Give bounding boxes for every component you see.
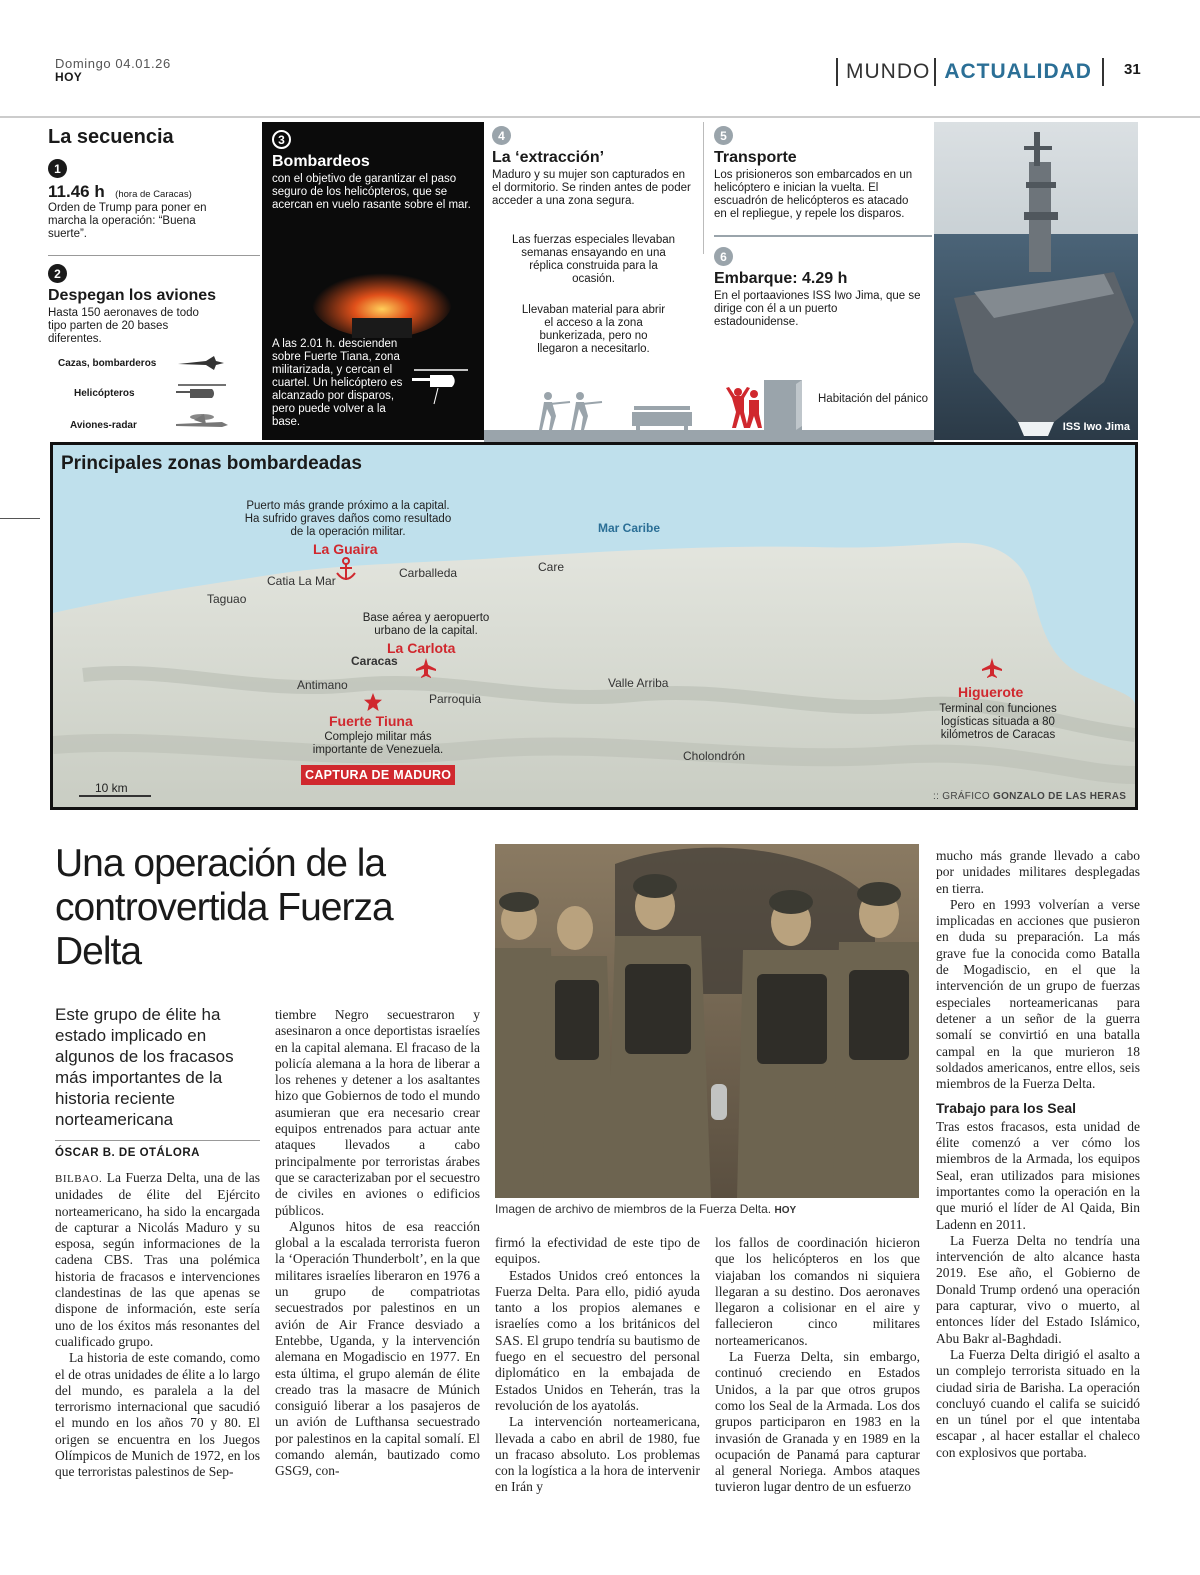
article-column-2 [275,1007,480,1480]
section-divider [1102,58,1104,86]
article-column-5 [936,848,1140,1461]
higuerote-label: Higuerote [958,684,1024,700]
article-column-1: BILBAO. La Fuerza Delta, una de las unidades de élite del Ejército norteamericano, ha sido la encargada de capturar a Nicolás Maduro y su esposa, según informaciones de la cadena CBS. Tras una polémica historia de fracasos e intervenciones clandestinas de las que apenas se dispone de información, este sería uno de los éxitos más resonantes del cualificado grupo. La historia de este comando, como el de otras unidades de élite a lo largo del mundo, es paralela a la del terrorismo internacional que sacudió el mundo en los años 70 y 80. El origen se encuentra en los Juegos Olímpicos de Munich de 1972, en los que terroristas palestinos de Sep- [55,1170,260,1480]
step-divider [48,255,260,256]
article-title: Una operación de la controvertida Fuerza Delta [55,842,393,973]
bed-icon [632,406,692,430]
paragraph: La intervención norteamericana, llevada a cabo en abril de 1980, fue un fracaso absoluto. Los problemas con la logística a la hora de intervenir en Irán y [495,1414,700,1495]
step-5-number: 5 [714,126,733,145]
aircraft-list [48,354,260,440]
svg-text:Habitación del pánico: Habitación del pánico [818,393,928,405]
step-divider [714,235,932,237]
map-title: Principales zonas bombardeadas [61,453,362,474]
place-taguao: Taguao [207,592,247,606]
page-number: 31 [1124,61,1141,78]
place-catia-la-mar: Catia La Mar [267,574,336,588]
step-4-note-2: Llevaban material para abrir el acceso a la zona bunkerizada, pero no llegaron a necesitarlo. [521,304,666,355]
paragraph: Estados Unidos creó entonces la Fuerza Delta. Para ello, pidió ayuda tanto a los propios alemanes e israelíes como a los británicos del SAS. El grupo tendría su bautismo de fuego en el secuestro del personal diplomático en la embajada de Estados Unidos en Teherán, tras la revolución de los ayatolás. [495,1267,700,1413]
star-icon [364,693,382,711]
paragraph: La historia de este comando, como el de otras unidades de élite a lo largo del mundo, es paralela a la del terrorismo internacional que sacudió el mundo en los años 70 y 80. El origen se encuentra en los Juegos Olímpicos de Munich de 1972, en los que terroristas palestinos de Sep- [55,1350,260,1480]
place-care: Care [538,560,565,574]
aircraft-carrier-image [934,122,1138,440]
la-guaira-note: Puerto más grande próximo a la capital. Ha sufrido graves daños como resultado de la operación militar. [244,500,452,538]
place-valle-arriba: Valle Arriba [608,676,669,690]
paragraph: mucho más grande llevado a cabo por unidades militares desplegadas en tierra. [936,848,1140,896]
step-3-title: Bombardeos [272,153,370,170]
step-4-title: La ‘extracción’ [492,149,605,166]
step-5-title: Transporte [714,149,797,166]
anchor-icon [335,557,357,583]
fighter-jet-icon [176,354,226,372]
aircraft-label-radar: Aviones-radar [70,420,137,431]
paragraph: La Fuerza Delta, sin embargo, continuó creciendo en Estados Unidos, a la par que otros grupos como los Seal de la Armada. Los dos grupos participaron en 1983 en la invasión de Granada y en 1989 en la ocupación de Panamá para capturar al general Noriega. Ambos ataques tuvieron lugar dentro de un esfuerzo [715,1349,920,1495]
airplane-icon [981,657,1003,679]
fuerte-tiuna-label: Fuerte Tiuna [329,713,413,729]
explosion-image [302,240,462,340]
step-6-title: Embarque: 4.29 h [714,270,848,287]
step-1-number: 1 [48,159,67,178]
place-caracas: Caracas [351,654,398,668]
helicopter-icon [174,382,230,400]
crosshead: Trabajo para los Seal [936,1100,1077,1117]
prisoners-icon [726,387,762,428]
paragraph: firmó la efectividad de este tipo de equipos. [495,1235,700,1267]
scale-bar [79,795,151,797]
scale-label: 10 km [95,781,128,795]
place-cholondron: Cholondrón [683,749,746,763]
step-4-note-1: Las fuerzas especiales llevaban semanas ensayando en una réplica construida para la ocasión. [511,234,676,285]
step-3-text-2: A las 2.01 h. descienden sobre Fuerte Tiana, zona militarizada, y cercan el cuartel. Un helicóptero es alcanzado por disparos, pero puede volver a la base. [272,338,403,428]
place-parroquia: Parroquia [429,692,482,706]
higuerote-note: Terminal con funciones logísticas situada a 80 kilómetros de Caracas [939,703,1057,741]
step-6-number: 6 [714,247,733,266]
section-name: MUNDO [846,60,931,83]
step-4-number: 4 [492,126,511,145]
graphic-title: La secuencia [48,126,174,148]
sequence-column-transport [704,122,932,333]
sea-label: Mar Caribe [598,521,661,535]
map-canvas [53,445,1135,807]
step-2-title: Despegan los aviones [48,287,217,304]
ship-photo [934,122,1138,440]
photo-caption: Imagen de archivo de miembros de la Fuerza Delta. HOY [495,1202,797,1216]
header-rule [0,116,1200,118]
article-column-3 [495,1235,700,1496]
sequence-column-bombing [262,122,484,440]
soldiers-image [495,844,919,1198]
paragraph: La Fuerza Delta dirigió el asalto a un complejo terrorista situado en la ciudad siria de Barisha. La operación concluyó cuando el califa se suicidó en un túnel por el que intentaba escapar , al hacer estallar el chaleco con explosivos que portaba. [936,1346,1140,1460]
paragraph: Algunos hitos de esa reacción global a la escalada terrorista fueron la ‘Operación Thunderbolt’, en la que militares israelíes liberaron en 1976 a un grupo de compatriotas secuestrados por palestinos en un avión de Air France desviado a Entebbe, Uganda, y la intervención alemana en Mogadiscio en 1977. En esta última, el grupo alemán de élite creado tras la masacre de Múnich consiguió liberar a los pasajeros de un avión de Lufthansa secuestrado por palestinos en la capital somalí. El comando alemán, bautizado como GSG9, con- [275,1218,480,1479]
bombing-map [50,442,1138,810]
paragraph: los fallos de coordinación hicieron que los helicópteros en los que viajaban los comandos ni siquiera llegaran a su destino. Dos aeronaves llegaron a colisionar en el aire y fallecieron cinco militares norteamericanos. [715,1235,920,1348]
graphic-credit: :: GRÁFICO GONZALO DE LAS HERAS [933,791,1127,802]
step-2-text: Hasta 150 aeronaves de todo tipo parten de 20 bases diferentes. [48,307,199,345]
step-4-text: Maduro y su mujer son capturados en el dormitorio. Se rinden antes de poder acceder a una zona segura. [492,169,691,207]
radar-plane-icon [174,412,230,432]
step-3-number: 3 [272,130,291,149]
ship-label: ISS Iwo Jima [1062,421,1130,433]
sequence-column-extraction [486,122,701,360]
paragraph: Tras estos fracasos, esta unidad de élite comenzó a ver cómo los miembros de la Armada, los equipos Seal, eran utilizados para misiones importantes como la operación en la que murió el líder de Al Qaida, Bin Ladenn en 2011. [936,1118,1140,1232]
la-carlota-note: Base aérea y aeropuerto urbano de la capital. [362,612,490,637]
place-carballeda: Carballeda [399,566,458,580]
section-header [836,58,1104,86]
subsection-name: ACTUALIDAD [944,60,1092,83]
paragraph: La Fuerza Delta no tendría una intervención de alto alcance hasta 2019. Ese año, el Gobierno de Donald Trump ordenó una operación para capturar, vivo o muerto, al entonces líder del Estado Islámico, Abu Bakr al-Baghdadi. [936,1232,1140,1346]
step-1-time-note: (hora de Caracas) [115,189,192,200]
step-1-text: Orden de Trump para poner en marcha la operación: “Buena suerte”. [48,202,207,240]
step-6-text: En el portaaviones ISS Iwo Jima, que se dirige con él a un puerto estadounidense. [714,290,921,328]
dateline: BILBAO. [55,1173,103,1185]
la-guaira-label: La Guaira [313,541,378,557]
helicopter-icon [408,366,474,406]
step-2-number: 2 [48,264,67,283]
aircraft-label-fighters: Cazas, bombarderos [58,358,157,369]
sequence-column-1 [48,122,260,440]
paragraph: tiembre Negro secuestraron y asesinaron a once deportistas israelíes en la capital alemana. El fracaso de la policía alemana a la hora de liberar a los rehenes y detener a los asaltantes hizo que Gobiernos de todo el mundo asumieran que era necesario crear equipos entrenados para actuar ante ataques llevados a cabo principalmente por terroristas árabes que se caracterizaban por el secuestro de civiles en aviones o edificios públicos. [275,1007,480,1218]
panic-room-label [818,393,928,405]
article-subtitle: Este grupo de élite ha estado implicado en algunos de los fracasos más importantes de la historia reciente norteamericana [55,1005,234,1129]
delta-force-photo [495,844,919,1198]
map-pointer-line [0,518,40,519]
issue-date: Domingo 04.01.26 [55,56,171,71]
byline: ÓSCAR B. DE OTÁLORA [55,1140,260,1159]
article-column-4 [715,1235,920,1496]
step-3-text: con el objetivo de garantizar el paso seguro de los helicópteros, que se acercan en vuelo rasante sobre el mar. [272,173,471,211]
paragraph: Pero en 1993 volverían a verse implicadas en acciones que pusieron en duda su preparación. La más grave fue la conocida como Batalla de Mogadiscio, en el que la intervención de un grupo de fuerzas especiales norteamericanas para detener a un señor de la guerra somalí se convirtió en una batalla campal en la que murieron 18 soldados americanos, entre ellos, seis miembros de la Fuerza Delta. [936,896,1140,1092]
la-carlota-label: La Carlota [387,640,456,656]
capture-badge: CAPTURA DE MADURO [301,765,455,785]
place-antimano: Antimano [297,678,348,692]
step-1-time: 11.46 h [48,182,105,201]
raid-scene-illustration [484,372,934,442]
newspaper-name: HOY [55,70,83,84]
airplane-icon [415,657,437,679]
step-5-text: Los prisioneros son embarcados en un helicóptero e inician la vuelta. El escuadrón de helicópteros es atacado en el repliegue, y repele los disparos. [714,169,913,220]
fuerte-tiuna-note: Complejo militar más importante de Venezuela. [312,731,444,756]
aircraft-label-helicopters: Helicópteros [74,388,135,399]
